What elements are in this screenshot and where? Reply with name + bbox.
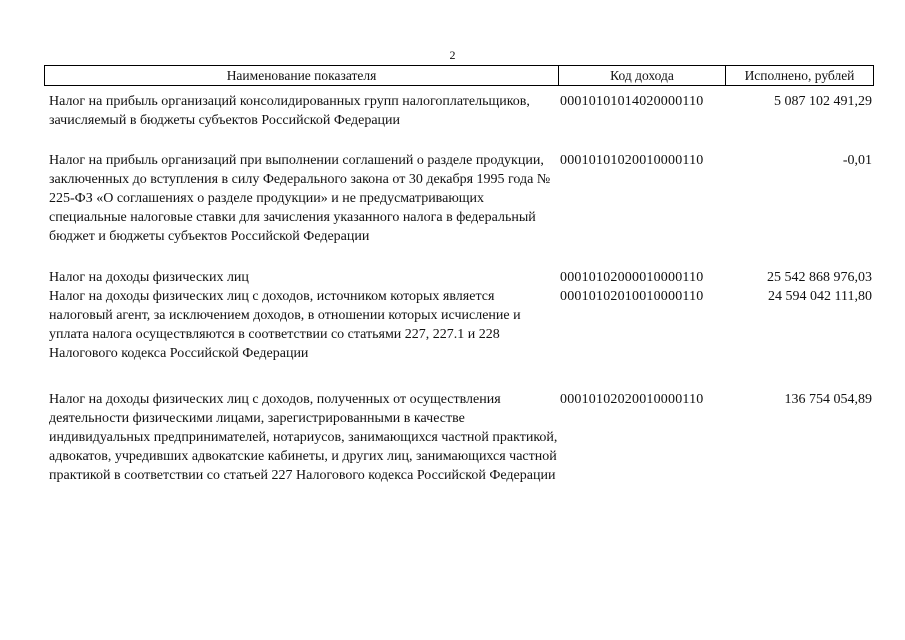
row-code: 00010102020010000110 — [560, 392, 704, 407]
row-amount: 5 087 102 491,29 — [774, 94, 872, 109]
column-header-amount: Исполнено, рублей — [744, 67, 855, 83]
row-name: Налог на доходы физических лиц — [49, 270, 249, 285]
row-name: Налог на доходы физических лиц с доходов, полученных от осуществления деятельности физическими лицами, зарегистрированными в качестве индивидуальных предпринимателей, нотариусов, занимающихся частной практикой, адвокатов, учредивших адвокатские кабинеты, и других лиц, занимающихся частной практикой в соответствии со статьей 227 Налогового кодекса Российской Федерации — [49, 392, 558, 483]
row-name: Налог на доходы физических лиц с доходов, источником которых является налоговый агент, за исключением доходов, в отношении которых исчисление и уплата налога осуществляются в соответствии со статьями 227, 227.1 и 228 Налогового кодекса Российской Федерации — [49, 289, 521, 361]
row-amount: -0,01 — [842, 153, 872, 168]
row-amount: 25 542 868 976,03 — [767, 270, 872, 285]
row-name: Налог на прибыль организаций консолидированных групп налогоплательщиков, зачисляемый в бюджеты субъектов Российской Федерации — [49, 94, 530, 128]
row-amount: 136 754 054,89 — [784, 392, 872, 407]
row-amount: 24 594 042 111,80 — [768, 289, 872, 304]
column-header-name: Наименование показателя — [45, 66, 559, 85]
page-number: 2 — [449, 48, 456, 62]
row-code: 00010102010010000110 — [560, 289, 704, 304]
row-code: 00010101020010000110 — [560, 153, 704, 168]
row-code: 00010101014020000110 — [560, 94, 704, 109]
column-header-code: Код дохода — [559, 66, 726, 85]
row-name: Налог на прибыль организаций при выполнении соглашений о разделе продукции, заключенных до вступления в силу Федерального закона от 30 декабря 1995 года № 225-ФЗ «О соглашениях о разделе продукции» и не предусматривающих специальные налоговые ставки для зачисления указанного налога в федеральный бюджет и бюджеты субъектов Российской Федерации — [49, 153, 551, 244]
table-header — [44, 65, 874, 86]
row-code: 00010102000010000110 — [560, 270, 704, 285]
